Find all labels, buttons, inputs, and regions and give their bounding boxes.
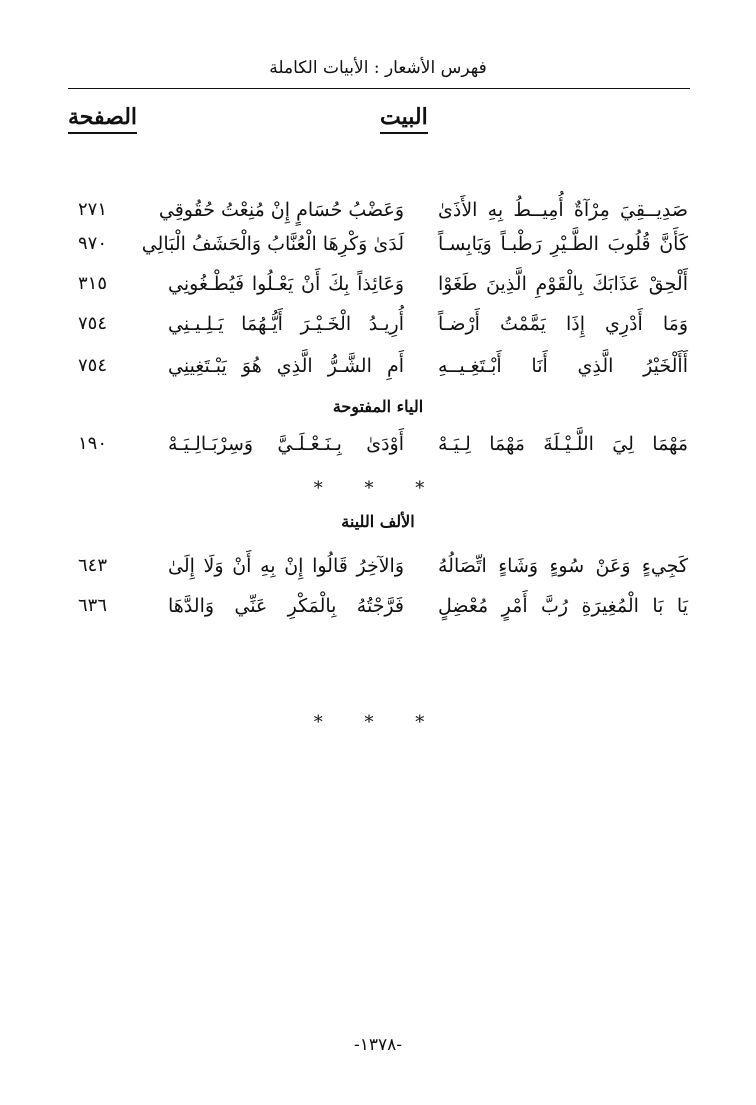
verse-row	[0, 590, 756, 622]
page-number: ١٩٠	[78, 433, 108, 454]
verse-row	[0, 194, 756, 226]
verse-second-hemistich: أَوْدَىٰ بِـنَـعْـلَـيَّ وَسِرْبَـالِـيَـهْ	[168, 433, 404, 455]
page-number: ٣١٥	[78, 273, 108, 294]
verse-row	[0, 308, 756, 340]
verse-second-hemistich: وَعَائِذاً بِكَ أَنْ يَعْـلُوا فَيُطْـغُونِي	[168, 273, 404, 295]
page-column-title: الصفحة	[68, 104, 137, 134]
section-divider: * * *	[313, 478, 443, 499]
page-number: ٦٣٦	[78, 595, 108, 616]
verse-first-hemistich: يَا بَا الْمُغِيرَةِ رُبَّ أَمْرٍ مُعْضِلٍ	[438, 595, 688, 617]
verse-second-hemistich: فَرَّجْتُهُ بِالْمَكْرِ عَنِّي وَالدَّهَا	[168, 595, 404, 617]
verse-second-hemistich: وَالآخِرُ قَالُوا إِنْ بِهِ أَنْ وَلَا إِلَىٰ	[168, 555, 404, 577]
header-rule	[68, 88, 690, 89]
verse-first-hemistich: كَجِيءٍ وَعَنْ سُوءٍ وَشَاءٍ اتِّصَالُهُ	[438, 555, 688, 577]
page-folio-number: -١٣٧٨-	[353, 1035, 403, 1055]
verse-first-hemistich: أَلْحِقْ عَذَابَكَ بِالْقَوْمِ الَّذِينَ طَغَوْا	[438, 273, 688, 295]
page-number: ٧٥٤	[78, 313, 108, 334]
verse-second-hemistich: لَدَىٰ وَكْرِهَا الْعُنَّابُ وَالْحَشَفُ الْبَالِي	[141, 233, 404, 255]
section-heading: الألف اللينة	[341, 512, 415, 531]
verse-second-hemistich: وَعَضْبُ حُسَامٍ إِنْ مُنِعْتُ حُقُوقِي	[158, 199, 404, 221]
verse-first-hemistich: مَهْمَا لِيَ اللَّـيْـلَةَ مَهْمَا لِـيَـهْ	[438, 433, 688, 455]
page-number: ٩٧٠	[78, 233, 108, 254]
verse-row	[0, 350, 756, 382]
section-heading: الياء المفتوحة	[332, 397, 424, 416]
verse-first-hemistich: أَأَلْخَيْرُ الَّذِي أَنَا أَبْـتَغِـيــهِ	[438, 355, 688, 377]
verse-row	[0, 428, 756, 460]
verse-row	[0, 228, 756, 260]
end-divider: * * *	[313, 712, 443, 733]
page-number: ٦٤٣	[78, 555, 108, 576]
verse-second-hemistich: أُرِيـدُ الْخَـيْـرَ أَيُّـهُمَا يَـلِـيـنِي	[168, 313, 404, 335]
verse-row	[0, 550, 756, 582]
verse-first-hemistich: وَمَا أَدْرِي إِذَا يَمَّمْتُ أَرْضـاً	[438, 313, 688, 335]
page-number: ٧٥٤	[78, 355, 108, 376]
verse-first-hemistich: صَدِيــقِيَ مِرْآةٌ أُمِيــطُ بِهِ الأَذَىٰ	[438, 199, 688, 221]
verse-row	[0, 268, 756, 300]
page-number: ٢٧١	[78, 199, 108, 220]
verse-column-title: البيت	[380, 104, 428, 134]
verse-first-hemistich: كَأَنَّ قُلُوبَ الطَّـيْرِ رَطْبـاً وَيَابِسـاً	[438, 233, 688, 255]
verse-second-hemistich: أَمِ الشَّـرُّ الَّذِي هُوَ يَبْـتَغِينِي	[168, 355, 404, 377]
running-head: فهرس الأشعار : الأبيات الكاملة	[269, 58, 487, 78]
